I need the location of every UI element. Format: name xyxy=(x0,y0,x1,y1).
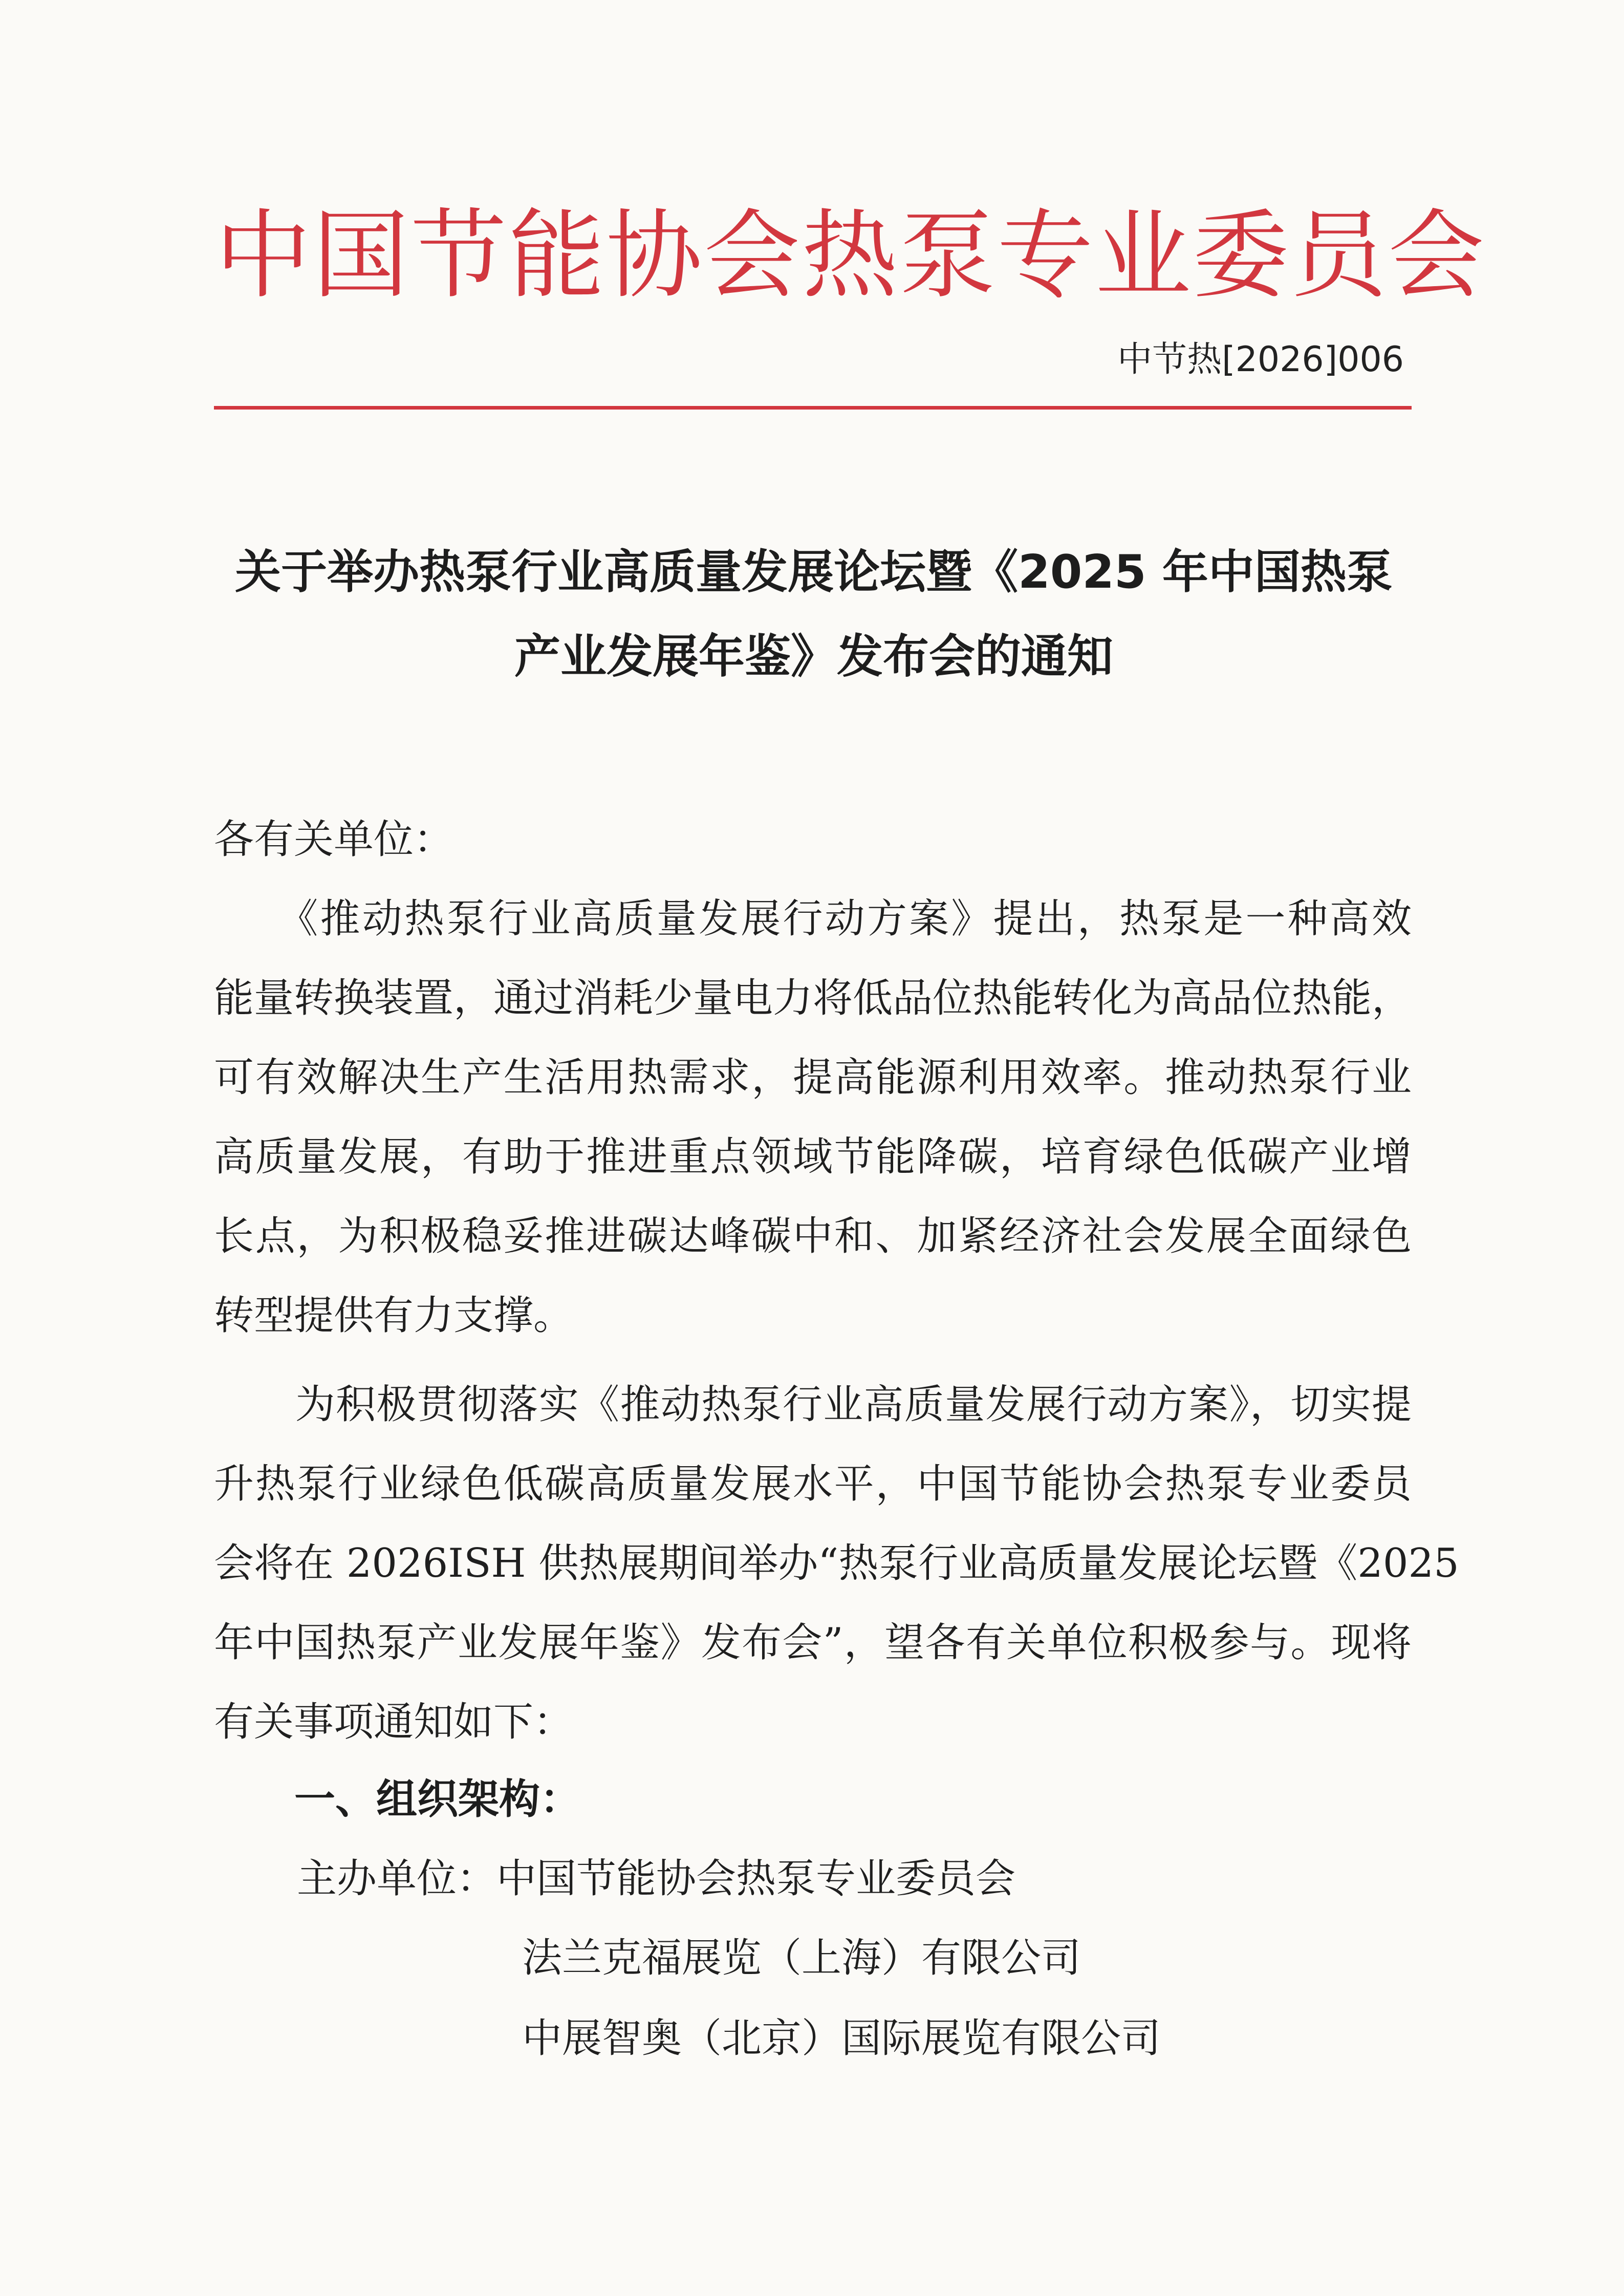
host-row xyxy=(522,1927,1081,1989)
host-name: 中展智奥（北京）国际展览有限公司 xyxy=(522,2015,1161,2062)
paragraph-2-line: 为积极贯彻落实《推动热泵行业高质量发展行动方案》，切实提 xyxy=(214,1382,1412,1428)
paragraph-2-line: 有关事项通知如下： xyxy=(214,1699,574,1745)
section-1-heading: 一、组织架构： xyxy=(294,1775,581,1823)
paragraph-1-line: 可有效解决生产生活用热需求，提高能源利用效率。推动热泵行业 xyxy=(214,1055,1412,1101)
paragraph-2-line: 年中国热泵产业发展年鉴》发布会”，望各有关单位积极参与。现将 xyxy=(214,1620,1412,1666)
paragraph-2-line: 升热泵行业绿色低碳高质量发展水平，中国节能协会热泵专业委员 xyxy=(214,1461,1412,1507)
paragraph-1-line: 高质量发展，有助于推进重点领域节能降碳，培育绿色低碳产业增 xyxy=(214,1134,1412,1180)
header-divider xyxy=(214,406,1412,410)
title-line-1: 关于举办热泵行业高质量发展论坛暨《2025 年中国热泵 xyxy=(235,545,1393,599)
paragraph-1-line: 能量转换装置，通过消耗少量电力将低品位热能转化为高品位热能， xyxy=(214,975,1412,1021)
paragraph-2-line: 会将在 2026ISH 供热展期间举办“热泵行业高质量发展论坛暨《2025 xyxy=(214,1540,1459,1586)
title-line-2: 产业发展年鉴》发布会的通知 xyxy=(514,630,1113,683)
paragraph-1 xyxy=(214,879,1412,1356)
host-name: 法兰克福展览（上海）有限公司 xyxy=(522,1935,1081,1981)
paragraph-1-line: 《推动热泵行业高质量发展行动方案》提出，热泵是一种高效 xyxy=(214,896,1412,942)
document-number: 中节热[2026]006 xyxy=(1117,339,1404,380)
paragraph-1-line: 长点，为积极稳妥推进碳达峰碳中和、加紧经济社会发展全面绿色 xyxy=(214,1213,1412,1259)
salutation: 各有关单位： xyxy=(214,817,454,863)
document-title xyxy=(210,530,1418,699)
host-row xyxy=(297,1848,1015,1909)
host-label: 主办单位： xyxy=(297,1856,497,1902)
host-name: 中国节能协会热泵专业委员会 xyxy=(496,1856,1016,1902)
paragraph-2 xyxy=(214,1365,1459,1762)
paragraph-1-line: 转型提供有力支撑。 xyxy=(214,1293,574,1339)
organization-header: 中国节能协会热泵专业委员会 xyxy=(215,200,1486,312)
host-row xyxy=(522,2008,1161,2069)
